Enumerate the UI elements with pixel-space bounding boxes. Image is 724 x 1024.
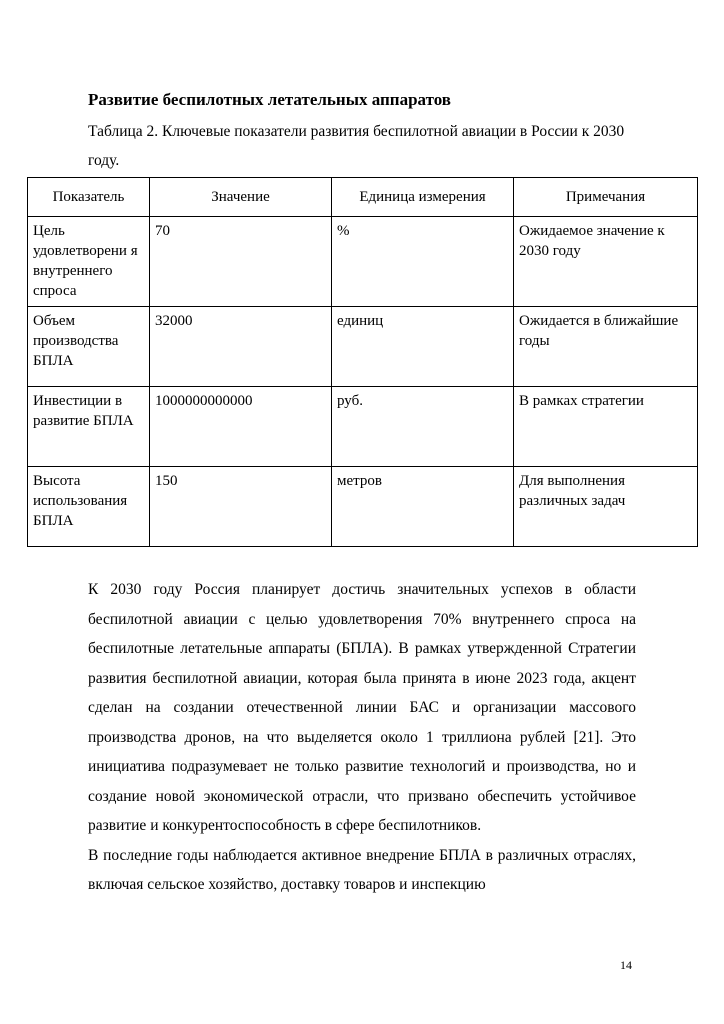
table-cell: 150 [150,467,332,547]
table-cell: 1000000000000 [150,387,332,467]
header-cell: Значение [150,178,332,217]
table-cell: метров [332,467,514,547]
table-cell: Для выполнения различных задач [514,467,698,547]
table-caption: Таблица 2. Ключевые показатели развития беспилотной авиации в России к 2030 году. [88,123,625,169]
section-title: Развитие беспилотных летательных аппаратов [88,90,451,109]
table-cell: Высота использования БПЛА [28,467,150,547]
table-row [28,307,698,387]
table-cell: 32000 [150,307,332,387]
table-cell: В рамках стратегии [514,387,698,467]
body-text [88,575,636,900]
page-number: 14 [620,958,632,972]
table-cell: 70 [150,217,332,307]
table-row [28,467,698,547]
header-cell: Примечания [514,178,698,217]
table-cell: % [332,217,514,307]
paragraph: В последние годы наблюдается активное внедрение БПЛА в различных отраслях, включая сельское хозяйство, доставку товаров и инспекцию [88,846,636,893]
header-cell: Показатель [28,178,150,217]
indicators-table [27,177,698,547]
header-cell: Единица измерения [332,178,514,217]
table-cell: единиц [332,307,514,387]
table-cell: Инвестиции в развитие БПЛА [28,387,150,467]
paragraph: К 2030 году Россия планирует достичь значительных успехов в области беспилотной авиации с целью удовлетворения 70% внутреннего спроса на беспилотные летательные аппараты (БПЛА). В рамках утвержденной Стратегии развития беспилотной авиации, которая была принята в июне 2023 года, акцент сделан на создании отечественной линии БАС и организации массового производства дронов, на что выделяется около 1 триллиона рублей [21]. Это инициатива подразумевает не только развитие технологий и производства, но и создание новой экономической отрасли, что призвано обеспечить устойчивое развитие и конкурентоспособность в сфере беспилотников. [88,581,636,834]
table-cell: руб. [332,387,514,467]
table-cell: Объем производства БПЛА [28,307,150,387]
table-row [28,217,698,307]
table-cell: Ожидаемое значение к 2030 году [514,217,698,307]
table-header-row [28,178,698,217]
table-cell: Цель удовлетворени я внутреннего спроса [28,217,150,307]
table-cell: Ожидается в ближайшие годы [514,307,698,387]
table-row [28,387,698,467]
